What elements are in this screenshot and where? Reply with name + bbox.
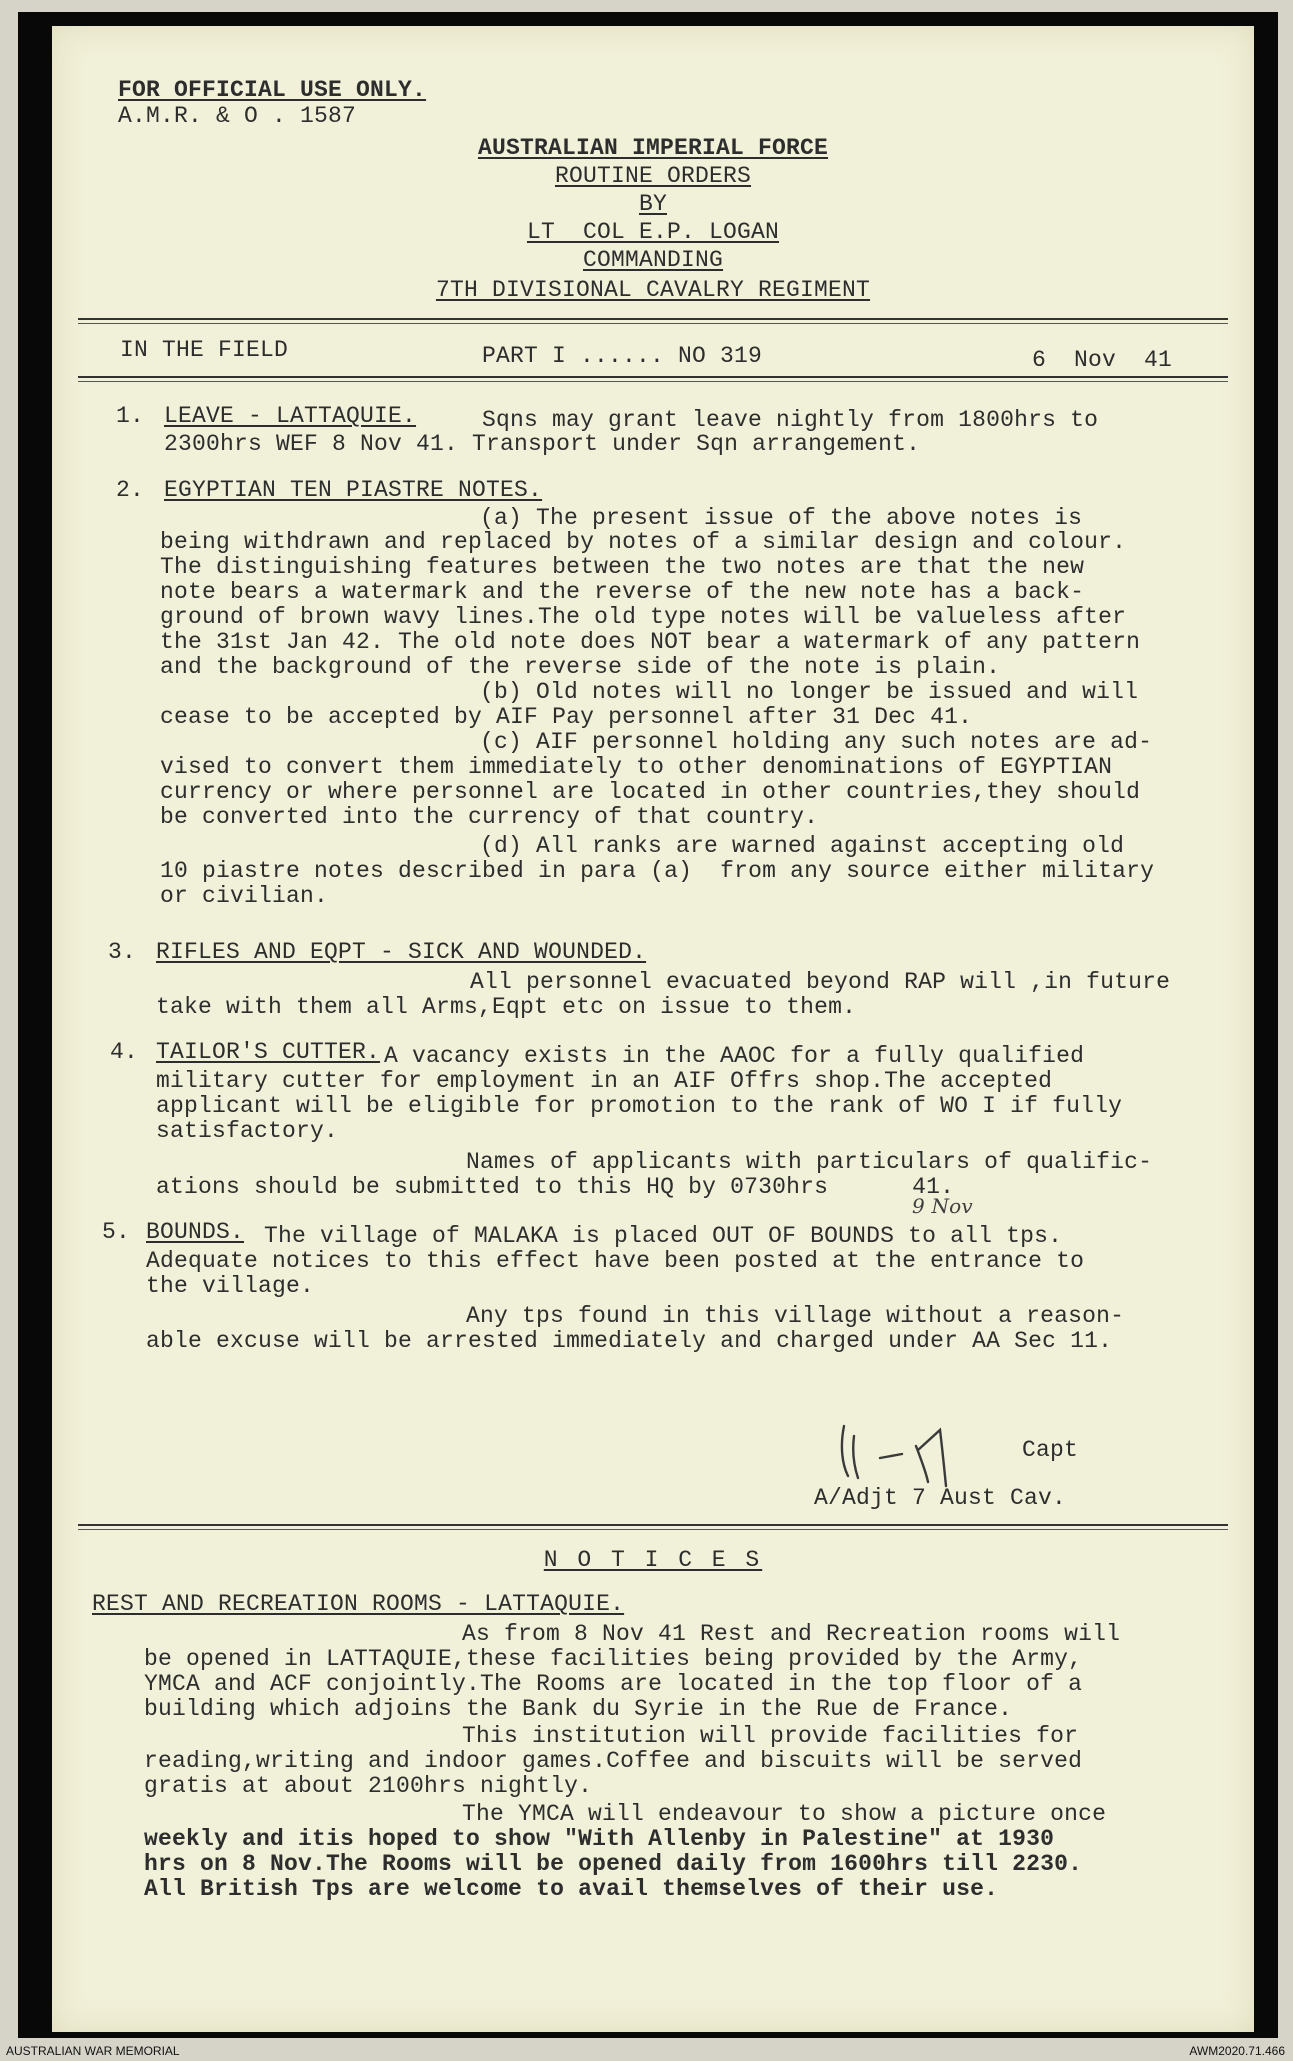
title-line-4: LT COL E.P. LOGAN — [526, 219, 780, 245]
notice-line: gratis at about 2100hrs nightly. — [144, 1773, 593, 1799]
order-5-line: The village of MALAKA is placed OUT OF BOUNDS to all tps. — [264, 1223, 1063, 1249]
order-2-line: (a) The present issue of the above notes is — [480, 505, 1083, 531]
order-3-number: 3. — [108, 939, 137, 965]
order-date: 6 Nov 41 — [1032, 347, 1173, 373]
notice-line: weekly and itis hoped to show "With Allenby in Palestine" at 1930 — [144, 1826, 1055, 1852]
order-1-number: 1. — [116, 403, 145, 429]
section-rule — [78, 1524, 1228, 1530]
order-2-line: 10 piastre notes described in para (a) from any source either military — [160, 858, 1155, 884]
location: IN THE FIELD — [120, 337, 289, 363]
order-4-line: satisfactory. — [156, 1118, 339, 1144]
order-3-title: RIFLES AND EQPT - SICK AND WOUNDED. — [156, 939, 647, 965]
title-line-1: AUSTRALIAN IMPERIAL FORCE — [477, 135, 829, 161]
order-2-line: (d) All ranks are warned against accepting old — [480, 833, 1125, 859]
order-2-line: cease to be accepted by AIF Pay personnel after 31 Dec 41. — [160, 704, 973, 730]
order-2-line: (c) AIF personnel holding any such notes are ad- — [480, 729, 1153, 755]
title-line-6: 7TH DIVISIONAL CAVALRY REGIMENT — [435, 277, 871, 303]
reference-number: A.M.R. & O . 1587 — [118, 103, 357, 129]
order-2-title: EGYPTIAN TEN PIASTRE NOTES. — [164, 477, 543, 503]
document-page — [52, 26, 1254, 2032]
order-4-title: TAILOR'S CUTTER. — [156, 1039, 381, 1065]
order-4-line: ations should be submitted to this HQ by 0730hrs 41. — [156, 1174, 955, 1200]
order-2-line: or civilian. — [160, 883, 329, 909]
order-2-line: ground of brown wavy lines.The old type notes will be valueless after — [160, 604, 1127, 630]
notices-heading: N O T I C E S — [543, 1547, 763, 1573]
order-4-line: Names of applicants with particulars of qualific- — [466, 1149, 1153, 1175]
order-4-line: military cutter for employment in an AIF Offrs shop.The accepted — [156, 1068, 1053, 1094]
order-5-title: BOUNDS. — [146, 1219, 245, 1245]
order-5-line: the village. — [146, 1273, 315, 1299]
notice-line: The YMCA will endeavour to show a picture once — [462, 1801, 1107, 1827]
order-1-title: LEAVE - LATTAQUIE. — [164, 403, 417, 429]
order-4-line: A vacancy exists in the AAOC for a fully qualified — [384, 1043, 1085, 1069]
order-5-line: Any tps found in this village without a reason- — [466, 1303, 1125, 1329]
order-2-line: currency or where personnel are located in other countries,they should — [160, 779, 1141, 805]
handwritten-date: 9 Nov — [912, 1194, 973, 1218]
order-5-number: 5. — [102, 1219, 131, 1245]
notice-line: YMCA and ACF conjointly.The Rooms are located in the top floor of a — [144, 1671, 1083, 1697]
order-2-number: 2. — [116, 477, 145, 503]
order-3-line: All personnel evacuated beyond RAP will ,in future — [470, 969, 1171, 995]
order-2-line: and the background of the reverse side of the note is plain. — [160, 654, 1001, 680]
order-4-line: applicant will be eligible for promotion to the rank of WO I if fully — [156, 1093, 1123, 1119]
notice-line: hrs on 8 Nov.The Rooms will be opened daily from 1600hrs till 2230. — [144, 1851, 1083, 1877]
signature-appointment: A/Adjt 7 Aust Cav. — [814, 1485, 1067, 1511]
header-rule-top — [78, 318, 1228, 324]
order-1-line: 2300hrs WEF 8 Nov 41. Transport under Sqn arrangement. — [164, 431, 921, 457]
title-line-2: ROUTINE ORDERS — [554, 163, 752, 189]
order-2-line: being withdrawn and replaced by notes of a similar design and colour. — [160, 529, 1127, 555]
notice-line: All British Tps are welcome to avail themselves of their use. — [144, 1876, 999, 1902]
footer-accession-number: AWM2020.71.466 — [1189, 2044, 1285, 2058]
notice-line: This institution will provide facilities for — [462, 1723, 1079, 1749]
order-2-line: vised to convert them immediately to other denominations of EGYPTIAN — [160, 754, 1113, 780]
order-1-line: Sqns may grant leave nightly from 1800hrs to — [482, 407, 1099, 433]
notice-line: As from 8 Nov 41 Rest and Recreation rooms will — [462, 1621, 1121, 1647]
order-2-line: be converted into the currency of that country. — [160, 804, 819, 830]
order-3-line: take with them all Arms,Eqpt etc on issue to them. — [156, 994, 857, 1020]
order-2-line: The distinguishing features between the two notes are that the new — [160, 554, 1085, 580]
order-4-number: 4. — [110, 1039, 139, 1065]
order-5-line: able excuse will be arrested immediately and charged under AA Sec 11. — [146, 1328, 1113, 1354]
official-use-stamp: FOR OFFICIAL USE ONLY. — [118, 77, 427, 103]
signature-mark — [822, 1406, 972, 1496]
order-2-line: the 31st Jan 42. The old note does NOT bear a watermark of any pattern — [160, 629, 1141, 655]
notice-line: be opened in LATTAQUIE,these facilities being provided by the Army, — [144, 1646, 1083, 1672]
order-2-line: note bears a watermark and the reverse of the new note has a back- — [160, 579, 1085, 605]
footer-archive-name: AUSTRALIAN WAR MEMORIAL — [6, 2044, 180, 2058]
notice-line: reading,writing and indoor games.Coffee and biscuits will be served — [144, 1748, 1083, 1774]
header-rule-bottom — [78, 376, 1228, 382]
order-5-line: Adequate notices to this effect have been posted at the entrance to — [146, 1248, 1085, 1274]
title-line-5: COMMANDING — [582, 247, 724, 273]
part-number: PART I ...... NO 319 — [482, 343, 763, 369]
order-2-line: (b) Old notes will no longer be issued and will — [480, 679, 1139, 705]
title-line-3: BY — [638, 191, 667, 217]
notice-title: REST AND RECREATION ROOMS - LATTAQUIE. — [92, 1591, 625, 1617]
notice-line: building which adjoins the Bank du Syrie in the Rue de France. — [144, 1696, 1013, 1722]
signature-rank: Capt — [1022, 1437, 1079, 1463]
